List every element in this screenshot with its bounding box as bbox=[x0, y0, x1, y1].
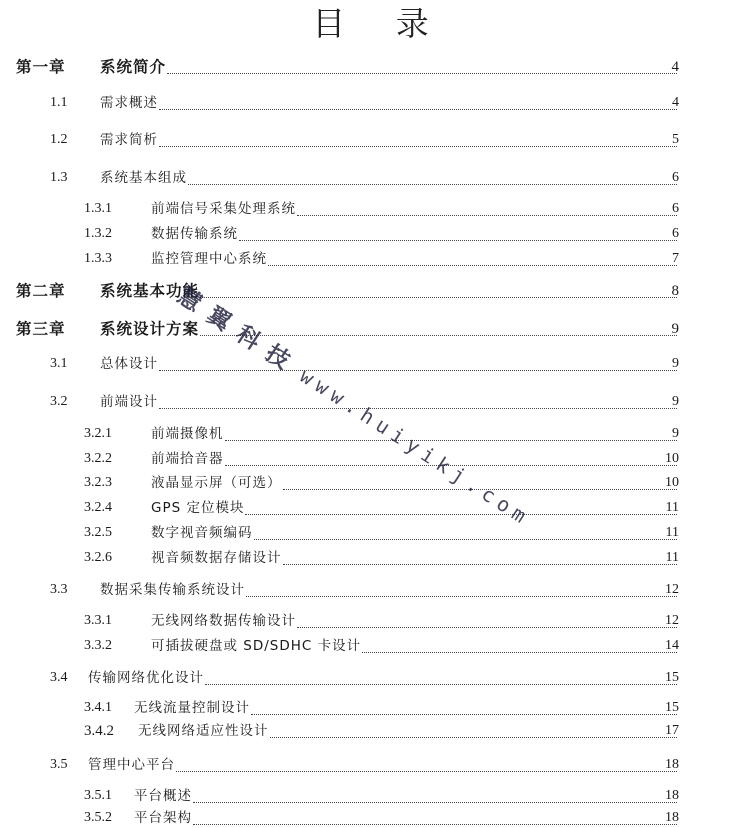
toc-entry-title: 数据采集传输系统设计 bbox=[100, 582, 245, 598]
toc-dot-leader bbox=[239, 230, 677, 241]
toc-entry-page: 11 bbox=[665, 525, 679, 540]
toc-entry-page: 9 bbox=[672, 426, 679, 441]
toc-entry[interactable] bbox=[0, 93, 741, 113]
toc-entry-title: 前端信号采集处理系统 bbox=[151, 201, 296, 217]
toc-entry-number: 3.3.1 bbox=[84, 613, 112, 628]
toc-entry-title: 无线网络数据传输设计 bbox=[151, 613, 296, 629]
toc-entry[interactable] bbox=[0, 354, 741, 374]
toc-entry-number: 3.5.1 bbox=[84, 788, 112, 803]
toc-entry[interactable] bbox=[0, 199, 741, 219]
toc-entry[interactable] bbox=[0, 498, 741, 518]
toc-entry[interactable] bbox=[0, 580, 741, 600]
toc-entry-page: 10 bbox=[665, 475, 679, 490]
toc-entry-title: 前端拾音器 bbox=[151, 451, 224, 467]
toc-entry-number: 3.2.3 bbox=[84, 475, 112, 490]
toc-dot-leader bbox=[159, 99, 677, 110]
toc-dot-leader bbox=[159, 136, 677, 147]
watermark-url: www.huiyikj.com bbox=[295, 363, 536, 531]
toc-entry-title: 总体设计 bbox=[100, 356, 158, 372]
toc-entry-page: 12 bbox=[665, 582, 679, 597]
toc-entry-page: 4 bbox=[671, 59, 679, 75]
toc-dot-leader bbox=[225, 430, 677, 441]
toc-entry-number: 3.3.2 bbox=[84, 638, 112, 653]
document-title: 目 录 bbox=[312, 4, 449, 43]
toc-entry-number: 3.4.2 bbox=[84, 723, 114, 739]
toc-entry[interactable] bbox=[0, 523, 741, 543]
toc-entry-page: 18 bbox=[665, 810, 679, 825]
toc-entry[interactable] bbox=[0, 755, 741, 775]
toc-dot-leader bbox=[176, 761, 677, 772]
toc-entry-number: 1.1 bbox=[50, 95, 68, 110]
toc-entry-page: 9 bbox=[672, 356, 679, 371]
toc-entry-title: 平台架构 bbox=[134, 810, 192, 826]
toc-entry-title: 系统简介 bbox=[100, 58, 167, 76]
toc-entry-number: 1.3.3 bbox=[84, 251, 112, 266]
toc-dot-leader bbox=[254, 529, 677, 540]
toc-entry-number: 3.2.1 bbox=[84, 426, 112, 441]
toc-entry-page: 8 bbox=[671, 283, 679, 299]
toc-chapter-entry[interactable] bbox=[0, 319, 741, 339]
toc-dot-leader bbox=[251, 704, 677, 715]
toc-entry[interactable] bbox=[0, 808, 741, 828]
toc-entry-number: 第三章 bbox=[16, 320, 66, 338]
toc-entry-page: 7 bbox=[672, 251, 679, 266]
toc-dot-leader bbox=[200, 325, 677, 336]
toc-entry-page: 9 bbox=[672, 394, 679, 409]
toc-entry-title: 系统基本功能 bbox=[100, 282, 200, 300]
toc-entry-page: 6 bbox=[672, 226, 679, 241]
toc-entry[interactable] bbox=[0, 636, 741, 656]
toc-dot-leader bbox=[200, 287, 677, 298]
toc-entry[interactable] bbox=[0, 473, 741, 493]
toc-entry[interactable] bbox=[0, 698, 741, 718]
toc-entry-number: 1.3.2 bbox=[84, 226, 112, 241]
toc-entry[interactable] bbox=[0, 721, 741, 741]
toc-entry-title: 系统基本组成 bbox=[100, 170, 187, 186]
toc-entry-number: 第二章 bbox=[16, 282, 66, 300]
toc-entry[interactable] bbox=[0, 168, 741, 188]
toc-entry-number: 3.1 bbox=[50, 356, 68, 371]
toc-entry-title: 数字视音频编码 bbox=[151, 525, 253, 541]
toc-entry-number: 3.2.6 bbox=[84, 550, 112, 565]
toc-dot-leader bbox=[159, 360, 677, 371]
toc-entry-number: 1.2 bbox=[50, 132, 68, 147]
toc-entry-number: 3.2.2 bbox=[84, 451, 112, 466]
toc-entry-title: 可插拔硬盘或 SD/SDHC 卡设计 bbox=[151, 638, 362, 654]
toc-entry-page: 6 bbox=[672, 170, 679, 185]
toc-entry-number: 3.4.1 bbox=[84, 700, 112, 715]
toc-entry-page: 18 bbox=[665, 788, 679, 803]
toc-entry-title: 需求简析 bbox=[100, 132, 158, 148]
toc-entry-page: 11 bbox=[665, 500, 679, 515]
toc-entry-page: 10 bbox=[665, 451, 679, 466]
toc-entry-title: 平台概述 bbox=[134, 788, 192, 804]
toc-entry-page: 18 bbox=[665, 757, 679, 772]
toc-entry-page: 17 bbox=[665, 723, 679, 738]
toc-entry-page: 6 bbox=[672, 201, 679, 216]
toc-entry-number: 3.3 bbox=[50, 582, 68, 597]
toc-entry-number: 3.5 bbox=[50, 757, 68, 772]
toc-dot-leader bbox=[193, 792, 677, 803]
toc-entry-title: 数据传输系统 bbox=[151, 226, 238, 242]
toc-entry-page: 15 bbox=[665, 670, 679, 685]
toc-entry-title: 需求概述 bbox=[100, 95, 158, 111]
toc-entry-number: 3.2 bbox=[50, 394, 68, 409]
toc-entry-number: 3.5.2 bbox=[84, 810, 112, 825]
toc-entry-page: 11 bbox=[665, 550, 679, 565]
toc-entry-title: GPS 定位模块 bbox=[151, 500, 245, 516]
toc-dot-leader bbox=[188, 174, 677, 185]
toc-entry-page: 9 bbox=[671, 321, 679, 337]
toc-dot-leader bbox=[268, 255, 677, 266]
watermark-company: 慧翼科技 bbox=[172, 283, 305, 382]
toc-entry[interactable] bbox=[0, 548, 741, 568]
toc-dot-leader bbox=[167, 63, 677, 74]
toc-entry-title: 前端设计 bbox=[100, 394, 158, 410]
toc-entry-page: 14 bbox=[665, 638, 679, 653]
toc-dot-leader bbox=[245, 504, 677, 515]
toc-entry[interactable] bbox=[0, 449, 741, 469]
toc-entry-number: 3.2.5 bbox=[84, 525, 112, 540]
toc-entry-page: 15 bbox=[665, 700, 679, 715]
toc-dot-leader bbox=[297, 205, 677, 216]
toc-entry-title: 监控管理中心系统 bbox=[151, 251, 267, 267]
toc-entry[interactable] bbox=[0, 130, 741, 150]
toc-entry[interactable] bbox=[0, 249, 741, 269]
toc-dot-leader bbox=[283, 479, 677, 490]
toc-entry[interactable] bbox=[0, 392, 741, 412]
toc-dot-leader bbox=[225, 455, 677, 466]
toc-dot-leader bbox=[283, 554, 677, 565]
toc-entry-title: 系统设计方案 bbox=[100, 320, 200, 338]
toc-entry-number: 3.4 bbox=[50, 670, 68, 685]
toc-entry-page: 4 bbox=[672, 95, 679, 110]
toc-entry-number: 1.3.1 bbox=[84, 201, 112, 216]
toc-entry[interactable] bbox=[0, 668, 741, 688]
toc-dot-leader bbox=[246, 586, 677, 597]
toc-entry[interactable] bbox=[0, 424, 741, 444]
toc-dot-leader bbox=[159, 398, 677, 409]
toc-entry-number: 3.2.4 bbox=[84, 500, 112, 515]
toc-entry[interactable] bbox=[0, 611, 741, 631]
toc-dot-leader bbox=[362, 642, 677, 653]
toc-chapter-entry[interactable] bbox=[0, 281, 741, 301]
toc-entry-title: 无线网络适应性设计 bbox=[138, 723, 269, 739]
toc-entry-number: 1.3 bbox=[50, 170, 68, 185]
toc-dot-leader bbox=[297, 617, 677, 628]
toc-entry-title: 视音频数据存储设计 bbox=[151, 550, 282, 566]
toc-entry-title: 液晶显示屏（可选） bbox=[151, 475, 282, 491]
toc-entry-title: 管理中心平台 bbox=[88, 757, 175, 773]
toc-entry-title: 无线流量控制设计 bbox=[134, 700, 250, 716]
toc-entry[interactable] bbox=[0, 786, 741, 806]
toc-entry[interactable] bbox=[0, 224, 741, 244]
toc-dot-leader bbox=[270, 727, 677, 738]
toc-entry-number: 第一章 bbox=[16, 58, 66, 76]
toc-dot-leader bbox=[205, 674, 677, 685]
toc-entry-page: 5 bbox=[672, 132, 679, 147]
toc-chapter-entry[interactable] bbox=[0, 57, 741, 77]
toc-entry-title: 传输网络优化设计 bbox=[88, 670, 204, 686]
toc-entry-page: 12 bbox=[665, 613, 679, 628]
toc-entry-title: 前端摄像机 bbox=[151, 426, 224, 442]
